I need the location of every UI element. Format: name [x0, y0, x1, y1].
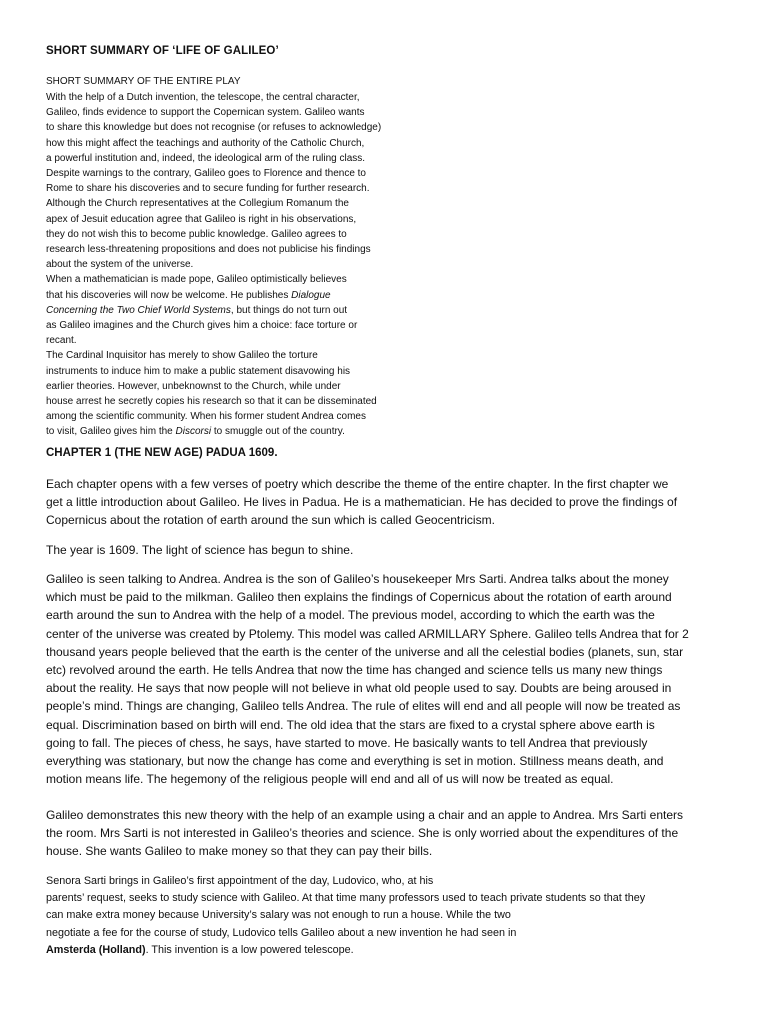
summary-heading: SHORT SUMMARY OF THE ENTIRE PLAY — [46, 76, 241, 87]
paragraph-line: going to fall. The pieces of chess, he says, have started to move. He basically wants to tell Andrea that previously — [46, 735, 648, 750]
paragraph-line: people’s mind. Things are changing, Galileo tells Andrea. The rule of elites will end and all people will now be treated as — [46, 699, 681, 714]
paragraph-line: Each chapter opens with a few verses of poetry which describe the theme of the entire chapter. In the first chapter we — [46, 477, 669, 491]
paragraph-line: can make extra money because University’s salary was not enough to run a house. While the two — [46, 909, 511, 922]
paragraph-line: equal. Discrimination based on birth will end. The old idea that the stars are fixed to a crystal sphere above earth is — [46, 717, 655, 732]
paragraph-line: thousand years people believed that the earth is the center of the universe and all the celestial bodies (planets, sun, star — [46, 644, 684, 659]
paragraph-line: Galileo is seen talking to Andrea. Andrea is the son of Galileo’s housekeeper Mrs Sarti. Andrea talks about the money — [46, 572, 669, 586]
paragraph-line: motion means life. The hegemony of the religious people will end and all of us will now be treated as equal. — [46, 772, 614, 787]
summary-line: to share this knowledge but does not recognise (or refuses to acknowledge) — [46, 122, 382, 134]
paragraph-line: everything was stationary, but now the change has come and everything is set in motion. Stillness means death, and — [46, 754, 664, 769]
summary-line: Rome to share his discoveries and to secure funding for further research. — [46, 183, 370, 195]
paragraph-line: etc) revolved around the earth. He tells Andrea that now the time has changed and science tells us many new things — [46, 663, 663, 678]
paragraph-year — [46, 541, 726, 559]
summary-line: Although the Church representatives at the Collegium Romanum the — [46, 198, 349, 210]
summary-line: about the system of the universe. — [46, 259, 194, 271]
paragraph-intro — [46, 475, 726, 530]
summary-line: Galileo, finds evidence to support the Copernican system. Galileo wants — [46, 107, 365, 119]
summary-text: to smuggle out of the country. — [211, 426, 345, 438]
paragraph-line: which must be paid to the milkman. Galileo then explains the findings of Copernicus about the rotation of earth around — [46, 590, 672, 605]
paragraph-line: The year is 1609. The light of science has begun to shine. — [46, 543, 354, 557]
summary-text: , but things do not turn out — [230, 304, 348, 316]
summary-line — [46, 424, 426, 439]
summary-line — [46, 288, 426, 303]
summary-line: recant. — [46, 335, 77, 347]
paragraph-ludovico — [46, 873, 736, 959]
place-name: Amsterda (Holland) — [46, 943, 146, 956]
paragraph-line: Senora Sarti brings in Galileo’s first appointment of the day, Ludovico, who, at his — [46, 875, 434, 887]
summary-line: they do not wish this to become public knowledge. Galileo agrees to — [46, 228, 347, 240]
paragraph-andrea — [46, 570, 726, 788]
summary-text: that his discoveries will now be welcome. He publishes — [46, 289, 292, 301]
paragraph-line: parents’ request, seeks to study science with Galileo. At that time many professors used to teach private students so that they — [46, 892, 646, 905]
summary-line: Despite warnings to the contrary, Galileo goes to Florence and thence to — [46, 168, 366, 180]
paragraph-line: negotiate a fee for the course of study, Ludovico tells Galileo about a new invention he had seen in — [46, 926, 517, 939]
paragraph-line — [46, 942, 736, 959]
summary-line: house arrest he secretly copies his research so that it can be disseminated — [46, 396, 377, 408]
paragraph-text: . This invention is a low powered telescope. — [145, 943, 354, 956]
paragraph-line: about the reality. He says that now people will not believe in what old people used to say. Doubts are being aroused in — [46, 681, 672, 696]
summary-line: research less-threatening propositions and does not publicise his findings — [46, 244, 371, 256]
paragraph-line: center of the universe was created by Ptolemy. This model was called ARMILLARY Sphere. Galileo tells Andrea that for 2 — [46, 626, 689, 641]
summary-line: instruments to induce him to make a public statement disavowing his — [46, 365, 351, 377]
paragraph-line: the room. Mrs Sarti is not interested in Galileo’s theories and science. She is only worried about the expenditures of the — [46, 826, 679, 841]
summary-line: earlier theories. However, unbeknownst to the Church, while under — [46, 380, 341, 392]
paragraph-demonstration — [46, 806, 726, 861]
summary-italic-title: Dialogue — [291, 289, 331, 301]
summary-line — [46, 303, 426, 318]
summary-text: to visit, Galileo gives him the — [46, 426, 176, 438]
summary-line: apex of Jesuit education agree that Galileo is right in his observations, — [46, 213, 357, 225]
summary-line: among the scientific community. When his former student Andrea comes — [46, 411, 366, 423]
document-title: SHORT SUMMARY OF ‘LIFE OF GALILEO’ — [46, 45, 279, 57]
paragraph-line: get a little introduction about Galileo. He lives in Padua. He is a mathematician. He has decided to prove the findings of — [46, 495, 678, 510]
summary-body — [46, 90, 426, 440]
summary-line: as Galileo imagines and the Church gives him a choice: face torture or — [46, 320, 358, 332]
paragraph-line: Copernicus about the rotation of earth around the sun which is called Geocentricism. — [46, 513, 495, 528]
summary-line: When a mathematician is made pope, Galileo optimistically believes — [46, 274, 347, 286]
summary-line: how this might affect the teachings and authority of the Catholic Church, — [46, 137, 365, 149]
summary-italic-title: Concerning the Two Chief World Systems — [46, 304, 231, 316]
summary-line: With the help of a Dutch invention, the telescope, the central character, — [46, 92, 360, 103]
paragraph-line: Galileo demonstrates this new theory with the help of an example using a chair and an apple to Andrea. Mrs Sarti enters — [46, 808, 684, 822]
paragraph-line: earth around the sun to Andrea with the help of a model. The previous model, according to which the earth was the — [46, 608, 655, 623]
paragraph-line: house. She wants Galileo to make money so that they can pay their bills. — [46, 844, 433, 859]
summary-line: The Cardinal Inquisitor has merely to show Galileo the torture — [46, 350, 318, 362]
chapter-heading: CHAPTER 1 (THE NEW AGE) PADUA 1609. — [46, 447, 278, 459]
summary-line: a powerful institution and, indeed, the ideological arm of the ruling class. — [46, 152, 366, 164]
summary-italic-title: Discorsi — [175, 426, 212, 438]
